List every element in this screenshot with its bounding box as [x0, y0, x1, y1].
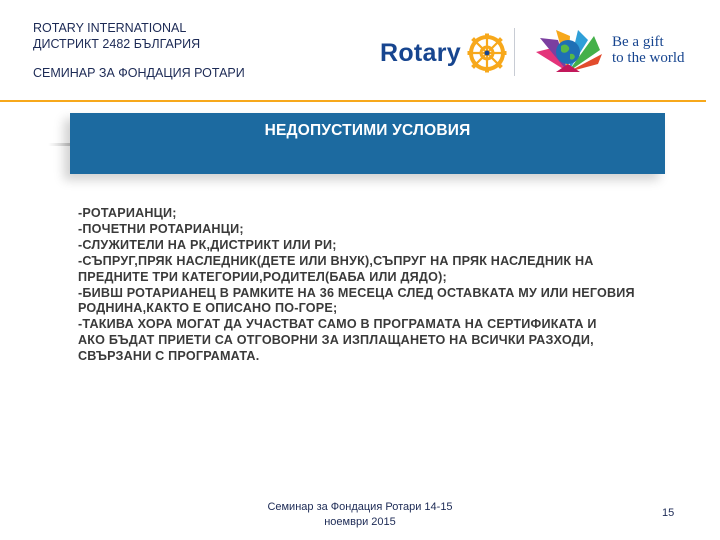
rotary-logo: [380, 30, 507, 76]
title-bar: [70, 113, 665, 174]
theme-slogan: [612, 34, 685, 66]
footer-line-2: ноември 2015: [324, 516, 396, 528]
logo-divider: [514, 28, 515, 76]
rotary-wordmark: Rotary: [380, 38, 461, 67]
theme-globe-icon: [528, 26, 608, 78]
body-line: -СЛУЖИТЕЛИ НА РК,ДИСТРИКТ ИЛИ РИ;: [78, 237, 337, 252]
body-line: -РОТАРИАНЦИ;: [78, 206, 177, 220]
theme-line-1: Be a gift: [612, 34, 664, 50]
footer: [230, 500, 490, 530]
body-line: АКО БЪДАТ ПРИЕТИ СА ОТГОВОРНИ ЗА ИЗПЛАЩАНЕТО НА ВСИЧКИ РАЗХОДИ,: [78, 333, 594, 348]
theme-line-2: to the world: [612, 50, 685, 66]
body-line: -СЪПРУГ,ПРЯК НАСЛЕДНИК(ДЕТЕ ИЛИ ВНУК),СЪПРУГ НА ПРЯК НАСЛЕДНИК НА: [78, 253, 594, 268]
slide-title: НЕДОПУСТИМИ УСЛОВИЯ: [264, 122, 471, 139]
body-list: [78, 206, 678, 365]
body-line: ПРЕДНИТЕ ТРИ КАТЕГОРИИ,РОДИТЕЛ(БАБА ИЛИ ДЯДО);: [78, 269, 447, 284]
body-line: -ПОЧЕТНИ РОТАРИАНЦИ;: [78, 221, 244, 236]
rotary-wheel-icon: [467, 33, 507, 73]
body-line: -БИВШ РОТАРИАНЕЦ В РАМКИТЕ НА 36 МЕСЕЦА СЛЕД ОСТАВКАТА МУ ИЛИ НЕГОВИЯ: [78, 285, 635, 300]
title-accent: [48, 143, 70, 146]
body-line: -ТАКИВА ХОРА МОГАТ ДА УЧАСТВАТ САМО В ПРОГРАМАТА НА СЕРТИФИКАТА И: [78, 317, 597, 332]
body-line: СВЪРЗАНИ С ПРОГРАМАТА.: [78, 349, 260, 364]
header-divider-line: [0, 100, 706, 102]
header-org-block: [33, 20, 245, 81]
footer-line-1: Семинар за Фондация Ротари 14-15: [267, 501, 453, 513]
seminar-title: СЕМИНАР ЗА ФОНДАЦИЯ РОТАРИ: [33, 66, 245, 80]
org-name: ROTARY INTERNATIONAL: [33, 21, 187, 35]
page-number: 15: [662, 507, 675, 519]
district-name: ДИСТРИКТ 2482 БЪЛГАРИЯ: [33, 37, 201, 51]
body-line: РОДНИНА,КАКТО Е ОПИСАНО ПО-ГОРЕ;: [78, 301, 338, 316]
